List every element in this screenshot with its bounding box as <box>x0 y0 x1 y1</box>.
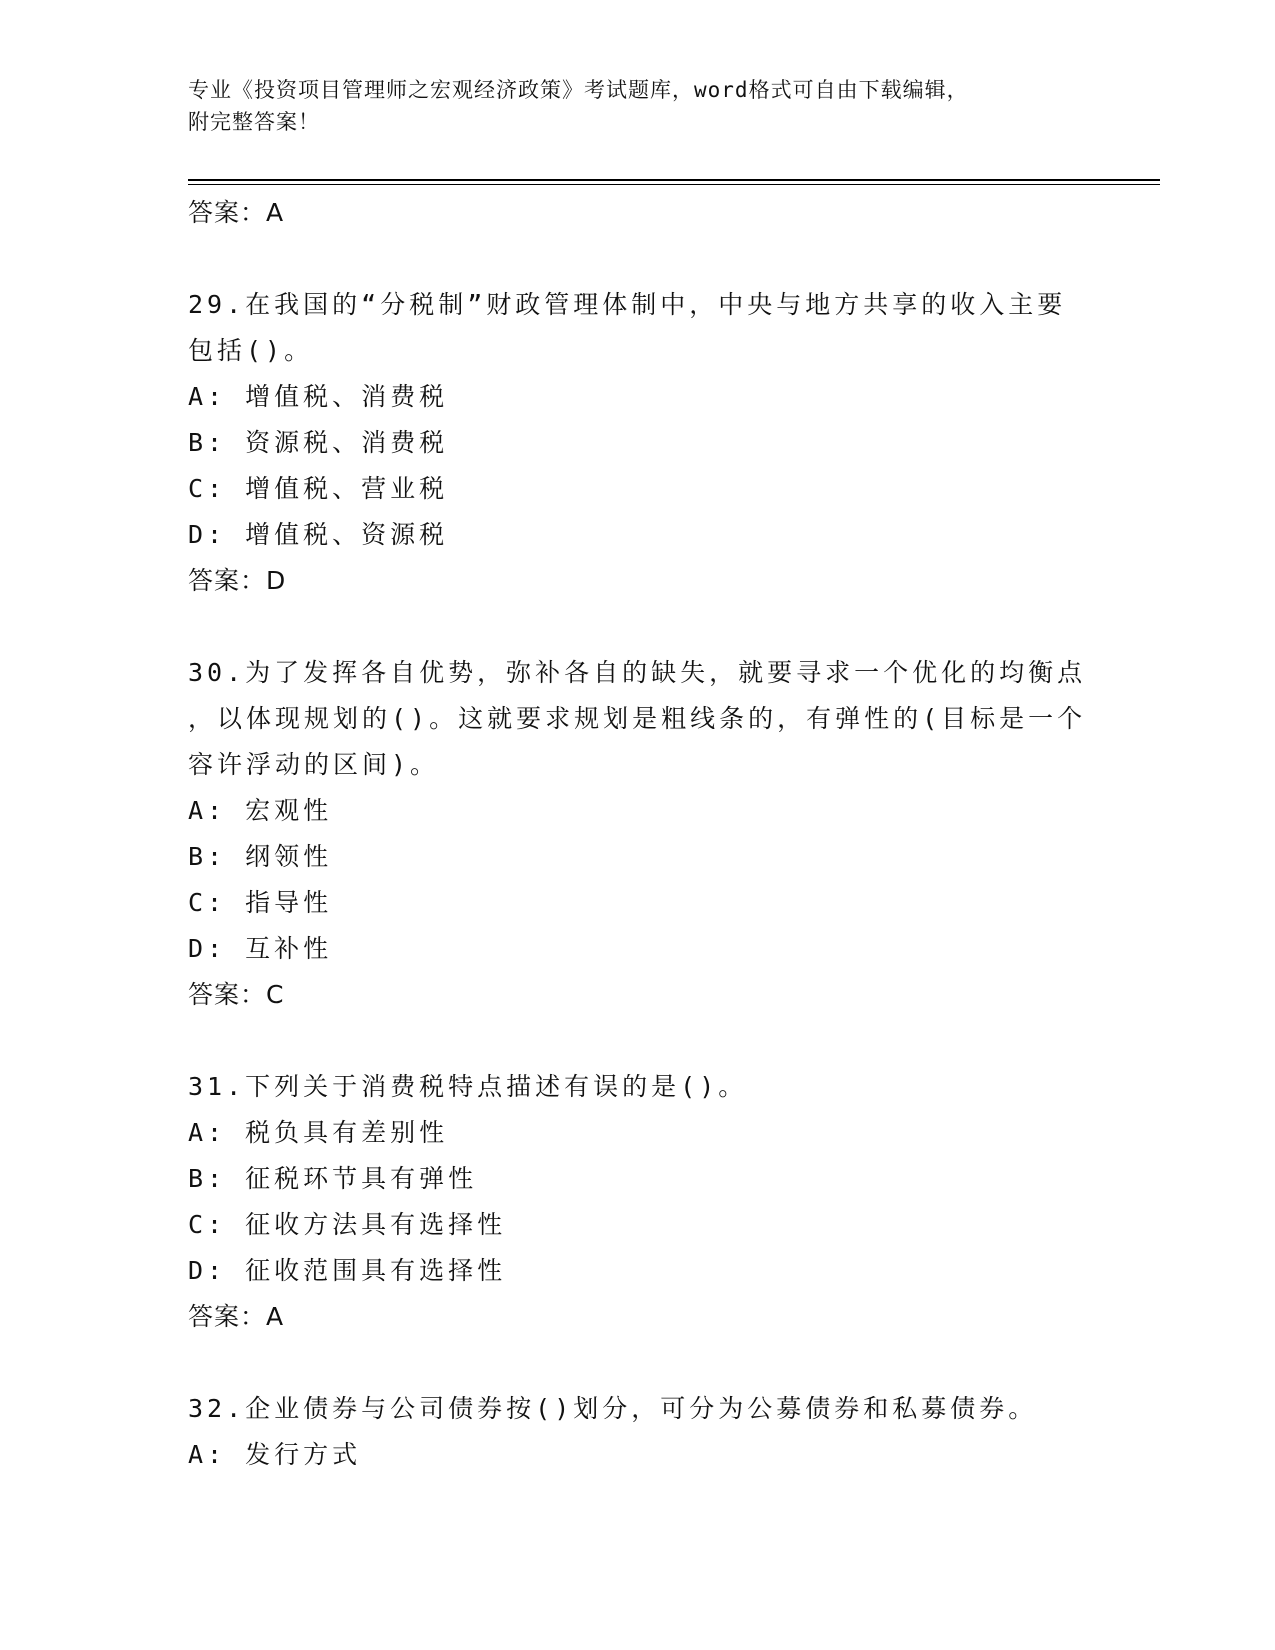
spacer <box>188 1018 1108 1064</box>
option-d: D: 互补性 <box>188 934 333 963</box>
option-a: A: 宏观性 <box>188 796 333 825</box>
question-32 <box>188 1386 1108 1478</box>
question-30 <box>188 650 1108 1018</box>
question-text-line: 容许浮动的区间)。 <box>188 750 440 779</box>
question-text-line: 31.下列关于消费税特点描述有误的是()。 <box>188 1072 748 1101</box>
option-a: A: 税负具有差别性 <box>188 1118 449 1147</box>
header-line-2: 附完整答案！ <box>188 110 320 134</box>
option-a: A: 发行方式 <box>188 1440 362 1469</box>
option-d: D: 征收范围具有选择性 <box>188 1256 507 1285</box>
previous-answer: 答案：A <box>188 198 285 227</box>
question-text-line: ，以体现规划的()。这就要求规划是粗线条的，有弹性的(目标是一个 <box>188 704 1087 733</box>
option-c: C: 指导性 <box>188 888 333 917</box>
answer-line: 答案：C <box>188 980 285 1009</box>
header-line-1: 专业《投资项目管理师之宏观经济政策》考试题库，word格式可自由下载编辑， <box>188 78 969 102</box>
answer-line: 答案：D <box>188 566 287 595</box>
question-list <box>188 190 1108 1478</box>
answer-line: 答案：A <box>188 1302 285 1331</box>
question-29 <box>188 282 1108 604</box>
option-c: C: 征收方法具有选择性 <box>188 1210 507 1239</box>
question-text-line: 29.在我国的“分税制”财政管理体制中，中央与地方共享的收入主要 <box>188 290 1067 319</box>
question-text-line: 包括()。 <box>188 336 314 365</box>
option-d: D: 增值税、资源税 <box>188 520 449 549</box>
question-31 <box>188 1064 1108 1340</box>
header-rule-thick <box>188 179 1160 181</box>
option-b: B: 资源税、消费税 <box>188 428 449 457</box>
spacer <box>188 1340 1108 1386</box>
spacer <box>188 236 1108 282</box>
option-c: C: 增值税、营业税 <box>188 474 449 503</box>
option-b: B: 征税环节具有弹性 <box>188 1164 478 1193</box>
header-rule-thin <box>188 184 1160 185</box>
question-text-line: 32.企业债券与公司债券按()划分，可分为公募债券和私募债券。 <box>188 1394 1038 1423</box>
question-text-line: 30.为了发挥各自优势，弥补各自的缺失，就要寻求一个优化的均衡点 <box>188 658 1087 687</box>
document-header <box>188 74 1088 138</box>
option-a: A: 增值税、消费税 <box>188 382 449 411</box>
spacer <box>188 604 1108 650</box>
option-b: B: 纲领性 <box>188 842 333 871</box>
